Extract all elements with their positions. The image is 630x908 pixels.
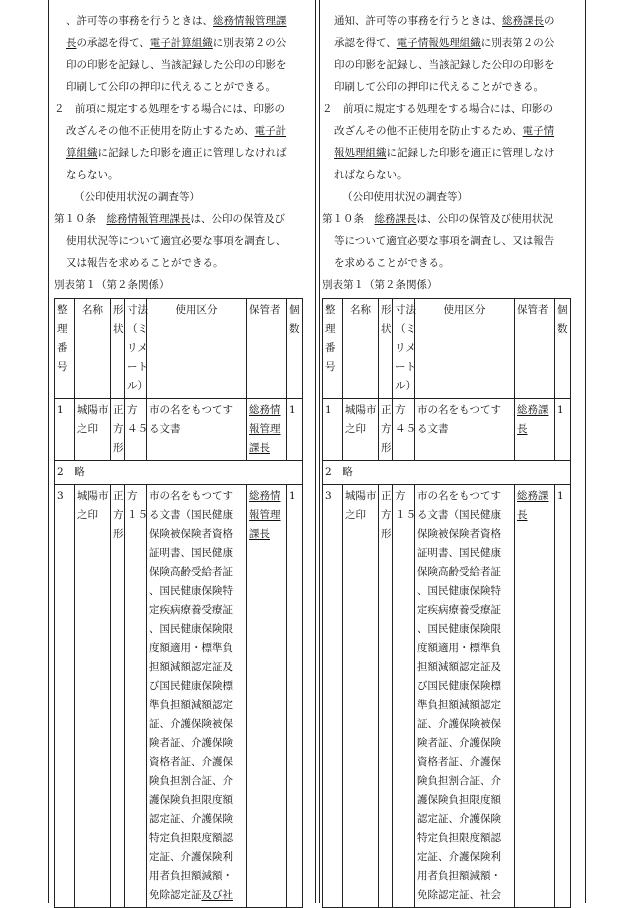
header-cell	[75, 299, 111, 399]
shape-cell-line: 正	[113, 490, 124, 502]
text-segment: ればならない。	[334, 169, 408, 181]
usage-cell-line: 度額適用・標準負	[149, 642, 233, 654]
shape-cell-line: 正	[381, 404, 392, 416]
table-row	[55, 485, 303, 908]
text-line	[322, 186, 600, 208]
usage-cell-line: 険者証、介護保険	[417, 737, 501, 749]
usage-cell-line: 、国民健康保険限	[149, 623, 233, 635]
table-row	[323, 399, 571, 461]
underlined-text: 報処理組織	[334, 147, 387, 159]
header-cell	[343, 299, 379, 399]
keeper-cell	[515, 399, 555, 461]
number-cell-value: 3	[57, 490, 64, 502]
shape-cell-line: 方	[381, 423, 392, 435]
underlined-text: 総務課長	[502, 15, 544, 27]
size-cell-line: 方	[395, 490, 406, 502]
usage-cell-line: 保険高齢受給者証	[417, 566, 501, 578]
text-segment: 印刷して公印の押印に代えることができる。	[66, 81, 276, 93]
usage-cell-line: 護保険負担限度額	[149, 794, 233, 806]
size-cell-line: 方	[127, 490, 138, 502]
header-cell	[515, 299, 555, 399]
underlined-text: 長	[66, 37, 77, 49]
table-row	[323, 485, 571, 908]
keeper-cell-line: 長	[517, 509, 528, 521]
header-text: ート	[395, 361, 416, 373]
header-text: 番	[325, 342, 336, 354]
usage-cell-line: 険者証、介護保険	[149, 737, 233, 749]
header-cell	[247, 299, 287, 399]
text-line	[54, 76, 324, 98]
name-cell	[343, 485, 379, 908]
omitted-text: 略	[342, 466, 353, 478]
usage-cell	[415, 399, 515, 461]
text-segment: （公印使用状況の調査等）	[342, 191, 468, 203]
text-segment: の	[544, 15, 555, 27]
header-text: 数	[289, 323, 300, 335]
shape-cell-line: 形	[381, 528, 392, 540]
usage-cell-line: 、国民健康保険限	[417, 623, 501, 635]
text-segment: の承認を得て、	[76, 37, 150, 49]
shape-cell	[111, 485, 125, 908]
text-line	[54, 252, 324, 274]
text-segment: に別表第２の公	[212, 37, 287, 49]
header-cell	[111, 299, 125, 399]
header-text: 数	[557, 323, 568, 335]
usage-cell-line: 、国民健康保険特	[417, 585, 501, 597]
number-cell	[55, 399, 75, 461]
table-row	[55, 461, 303, 485]
header-text: 号	[57, 361, 68, 373]
header-text: リメ	[127, 342, 148, 354]
spacer	[64, 466, 75, 478]
text-line	[322, 54, 592, 76]
count-cell	[555, 399, 571, 461]
shape-cell-line: 方	[381, 509, 392, 521]
text-line	[322, 142, 592, 164]
header-cell	[555, 299, 571, 399]
text-segment: ならない。	[66, 169, 119, 181]
usage-cell-line: 準負担額減額認定	[417, 699, 501, 711]
header-cell	[379, 299, 393, 399]
text-line	[54, 54, 324, 76]
keeper-cell	[247, 399, 287, 461]
underlined-text: 総務課長	[374, 213, 417, 225]
shape-cell	[379, 485, 393, 908]
text-line	[54, 142, 324, 164]
usage-cell-line: 資格者証、介護保	[149, 756, 233, 768]
size-cell	[393, 399, 415, 461]
size-cell-line: ４５	[395, 423, 416, 435]
text-line	[322, 76, 592, 98]
header-text: （ミ	[395, 323, 416, 335]
text-line	[322, 164, 592, 186]
text-line	[54, 98, 312, 120]
text-segment: 使用状況等について適宜必要な事項を調査し、	[66, 235, 287, 247]
number-cell	[55, 485, 75, 908]
usage-cell-line: び国民健康保険標	[149, 680, 233, 692]
keeper-cell	[515, 485, 555, 908]
usage-cell-line: 市の名をもつてす	[149, 404, 233, 416]
number-cell-value: 3	[325, 490, 332, 502]
text-line	[322, 252, 592, 274]
name-cell-line: 之印	[77, 509, 98, 521]
keeper-cell	[247, 485, 287, 908]
shape-cell-line: 方	[113, 423, 124, 435]
text-line	[322, 10, 592, 32]
name-cell	[75, 399, 111, 461]
header-text: 使用区分	[175, 304, 218, 316]
usage-cell-line: 市の名をもつてす	[417, 404, 501, 416]
new-text-column	[322, 0, 580, 903]
number-cell-value: 1	[325, 404, 332, 416]
shape-cell-line: 方	[113, 509, 124, 521]
usage-cell-line: 度額適用・標準負	[417, 642, 501, 654]
text-segment: に別表第２の公	[480, 37, 555, 49]
number-cell	[323, 485, 343, 908]
table-header-row	[55, 299, 303, 399]
underlined-text: 算組織	[66, 147, 98, 159]
header-text: リメ	[395, 342, 416, 354]
count-cell-value: 1	[557, 404, 564, 416]
header-text: 名称	[82, 304, 103, 316]
usage-cell-line: 証明書、国民健康	[417, 547, 501, 559]
usage-cell-line: 市の名をもつてす	[149, 490, 233, 502]
text-segment: 改ざんその他不正使用を防止するため、	[66, 125, 255, 137]
name-cell-line: 城陽市	[345, 404, 377, 416]
shape-cell-line: 形	[113, 442, 124, 454]
header-cell	[55, 299, 75, 399]
header-cell	[147, 299, 247, 399]
header-text: 整	[325, 304, 336, 316]
keeper-cell-line: 総務課	[517, 404, 549, 416]
table-row	[323, 461, 571, 485]
header-text: 理	[325, 323, 336, 335]
usage-cell-line: る文書（国民健康	[417, 509, 501, 521]
underlined-text: 電子情報処理組織	[396, 37, 481, 49]
header-text: 使用区分	[443, 304, 486, 316]
left-margin-rule	[48, 0, 49, 903]
text-segment: （公印使用状況の調査等）	[74, 191, 200, 203]
header-cell	[287, 299, 303, 399]
text-line	[54, 120, 324, 142]
header-text: 寸法	[395, 304, 416, 316]
text-segment: に記録した印影を適正に管理しなけ	[386, 147, 555, 159]
omitted-row-cell	[55, 461, 303, 485]
keeper-cell-line: 総務課	[517, 490, 549, 502]
text-line	[322, 32, 592, 54]
text-segment: を求めることができる。	[334, 257, 450, 269]
row-number: 2	[57, 466, 64, 478]
text-segment: ２ 前項に規定する処理をする場合には、印影の	[322, 103, 553, 115]
text-segment: 通知、許可等の事務を行うときは、	[334, 15, 502, 27]
text-segment: 承認を得て、	[334, 37, 397, 49]
text-segment: 改ざんその他不正使用を防止するため、	[334, 125, 523, 137]
shape-cell	[379, 399, 393, 461]
name-cell-line: 之印	[345, 509, 366, 521]
usage-cell-line: 証明書、国民健康	[149, 547, 233, 559]
usage-cell-line: 準負担額減額認定	[149, 699, 233, 711]
header-text: 個	[289, 304, 300, 316]
usage-cell-line: 護保険負担限度額	[417, 794, 501, 806]
text-segment: 、許可等の事務を行うときは、	[66, 15, 213, 27]
usage-cell-line: 定疾病療養受療証	[149, 604, 233, 616]
underlined-text: 電子計算組織	[149, 37, 213, 49]
usage-cell-line: 用者負担額減額・	[149, 870, 233, 882]
name-cell-line: 之印	[77, 423, 98, 435]
usage-cell-line: る文書	[149, 423, 181, 435]
usage-cell-line: 認定証、介護保険	[149, 813, 233, 825]
shape-cell-line: 正	[381, 490, 392, 502]
text-line	[322, 98, 580, 120]
keeper-cell-line: 総務情	[249, 490, 281, 502]
keeper-cell-line: 報管理	[249, 423, 281, 435]
size-cell-line: １５	[127, 509, 148, 521]
keeper-cell-line: 報管理	[249, 509, 281, 521]
size-cell-line: 方	[395, 404, 406, 416]
count-cell	[287, 399, 303, 461]
usage-cell-line: 証、介護保険被保	[417, 718, 501, 730]
usage-cell	[147, 399, 247, 461]
header-text: 保管者	[249, 304, 281, 316]
header-text: 形	[381, 304, 392, 316]
header-text: 理	[57, 323, 68, 335]
header-cell	[393, 299, 415, 399]
count-cell-value: 1	[557, 490, 564, 502]
usage-cell-line: る文書（国民健康	[149, 509, 233, 521]
usage-cell-line: 認定証、介護保険	[417, 813, 501, 825]
usage-cell-line: び国民健康保険標	[417, 680, 501, 692]
header-text: （ミ	[127, 323, 148, 335]
usage-cell-line: 資格者証、介護保	[417, 756, 501, 768]
text-segment: 印の印影を記録し、当該記録した公印の印影を	[66, 59, 287, 71]
count-cell-value: 1	[289, 404, 296, 416]
name-cell	[75, 485, 111, 908]
text-segment: に記録した印影を適正に管理しなければ	[97, 147, 287, 159]
header-text: 個	[557, 304, 568, 316]
usage-cell-line: 担額減額認定証及	[149, 661, 233, 673]
text-segment: 別表第１（第２条関係）	[322, 279, 438, 291]
text-segment: ２ 前項に規定する処理をする場合には、印影の	[54, 103, 285, 115]
underlined-text: 電子情	[522, 125, 555, 137]
usage-cell-line: 定疾病療養受療証	[417, 604, 501, 616]
usage-cell-line: 特定負担限度額認	[149, 832, 233, 844]
header-text: 状	[381, 323, 392, 335]
usage-cell-line: 用者負担額減額・	[417, 870, 501, 882]
header-text: 番	[57, 342, 68, 354]
appendix-table	[322, 298, 571, 908]
name-cell-line: 城陽市	[345, 490, 377, 502]
spacer	[332, 466, 343, 478]
text-line	[322, 274, 580, 296]
header-text: 名称	[350, 304, 371, 316]
size-cell-line: 方	[127, 404, 138, 416]
name-cell-line: 城陽市	[77, 404, 109, 416]
text-segment: 第１０条	[322, 213, 375, 225]
underlined-text: 及び社	[201, 889, 233, 901]
keeper-cell-line: 総務情	[249, 404, 281, 416]
usage-cell-line: る文書	[417, 423, 449, 435]
count-cell	[555, 485, 571, 908]
shape-cell-line: 正	[113, 404, 124, 416]
header-text: 号	[325, 361, 336, 373]
keeper-cell-line: 長	[517, 423, 528, 435]
usage-cell-line: 定証、介護保険利	[417, 851, 501, 863]
header-text: ート	[127, 361, 148, 373]
shape-cell-line: 形	[381, 442, 392, 454]
old-text-column	[54, 0, 312, 903]
text-segment: 等について適宜必要な事項を調査し、又は報告	[334, 235, 555, 247]
header-text: 形	[113, 304, 124, 316]
text-line	[322, 120, 592, 142]
number-cell	[323, 399, 343, 461]
usage-cell-line: 担額減額認定証及	[417, 661, 501, 673]
omitted-row-cell	[323, 461, 571, 485]
text-segment: 別表第１（第２条関係）	[54, 279, 170, 291]
usage-cell-line: 免除認定証、社会	[417, 889, 501, 901]
text-line	[322, 208, 580, 230]
text-line	[54, 230, 324, 252]
text-segment: は、公印の保管及び	[190, 213, 285, 225]
text-line	[54, 164, 324, 186]
usage-cell-line: 保険高齢受給者証	[149, 566, 233, 578]
text-segment: 第１０条	[54, 213, 107, 225]
header-text: 状	[113, 323, 124, 335]
usage-cell-line: 定証、介護保険利	[149, 851, 233, 863]
number-cell-value: 1	[57, 404, 64, 416]
count-cell	[287, 485, 303, 908]
text-line	[54, 186, 332, 208]
text-line	[54, 274, 312, 296]
omitted-text: 略	[74, 466, 85, 478]
shape-cell-line: 形	[113, 528, 124, 540]
size-cell	[125, 399, 147, 461]
header-text: ル）	[127, 380, 148, 392]
header-text: 保管者	[517, 304, 549, 316]
underlined-text: 総務情報管理課長	[106, 213, 191, 225]
text-line	[54, 10, 324, 32]
usage-cell-line: 保険被保険者資格	[417, 528, 501, 540]
usage-cell-line: 保険被保険者資格	[149, 528, 233, 540]
usage-cell	[415, 485, 515, 908]
usage-cell-line: 険負担割合証、介	[149, 775, 233, 787]
usage-cell-line	[149, 886, 244, 905]
size-cell	[125, 485, 147, 908]
row-number: 2	[325, 466, 332, 478]
underlined-text: 総務情報管理課	[213, 15, 287, 27]
name-cell	[343, 399, 379, 461]
name-cell-line: 之印	[345, 423, 366, 435]
size-cell-line: １５	[395, 509, 416, 521]
table-header-row	[323, 299, 571, 399]
text-segment: 印刷して公印の押印に代えることができる。	[334, 81, 544, 93]
usage-cell	[147, 485, 247, 908]
header-cell	[125, 299, 147, 399]
keeper-cell-line: 課長	[249, 528, 270, 540]
usage-text: 免除認定証	[149, 889, 202, 901]
text-segment: は、公印の保管及び使用状況	[416, 213, 553, 225]
text-line	[322, 230, 592, 252]
text-segment: 印の印影を記録し、当該記録した公印の印影を	[334, 59, 555, 71]
shape-cell	[111, 399, 125, 461]
name-cell-line: 城陽市	[77, 490, 109, 502]
usage-cell-line: 、国民健康保険特	[149, 585, 233, 597]
header-text: 寸法	[127, 304, 148, 316]
header-cell	[415, 299, 515, 399]
appendix-table	[54, 298, 303, 908]
underlined-text: 電子計	[254, 125, 287, 137]
header-cell	[323, 299, 343, 399]
text-line	[54, 32, 324, 54]
usage-cell-line: 特定負担限度額認	[417, 832, 501, 844]
size-cell-line: ４５	[127, 423, 148, 435]
usage-cell-line: 証、介護保険被保	[149, 718, 233, 730]
table-row	[55, 399, 303, 461]
keeper-cell-line: 課長	[249, 442, 270, 454]
usage-cell-line: 市の名をもつてす	[417, 490, 501, 502]
text-line	[54, 208, 312, 230]
size-cell	[393, 485, 415, 908]
text-segment: 又は報告を求めることができる。	[66, 257, 224, 269]
usage-cell-line: 険負担割合証、介	[417, 775, 501, 787]
header-text: ル）	[395, 380, 416, 392]
count-cell-value: 1	[289, 490, 296, 502]
header-text: 整	[57, 304, 68, 316]
